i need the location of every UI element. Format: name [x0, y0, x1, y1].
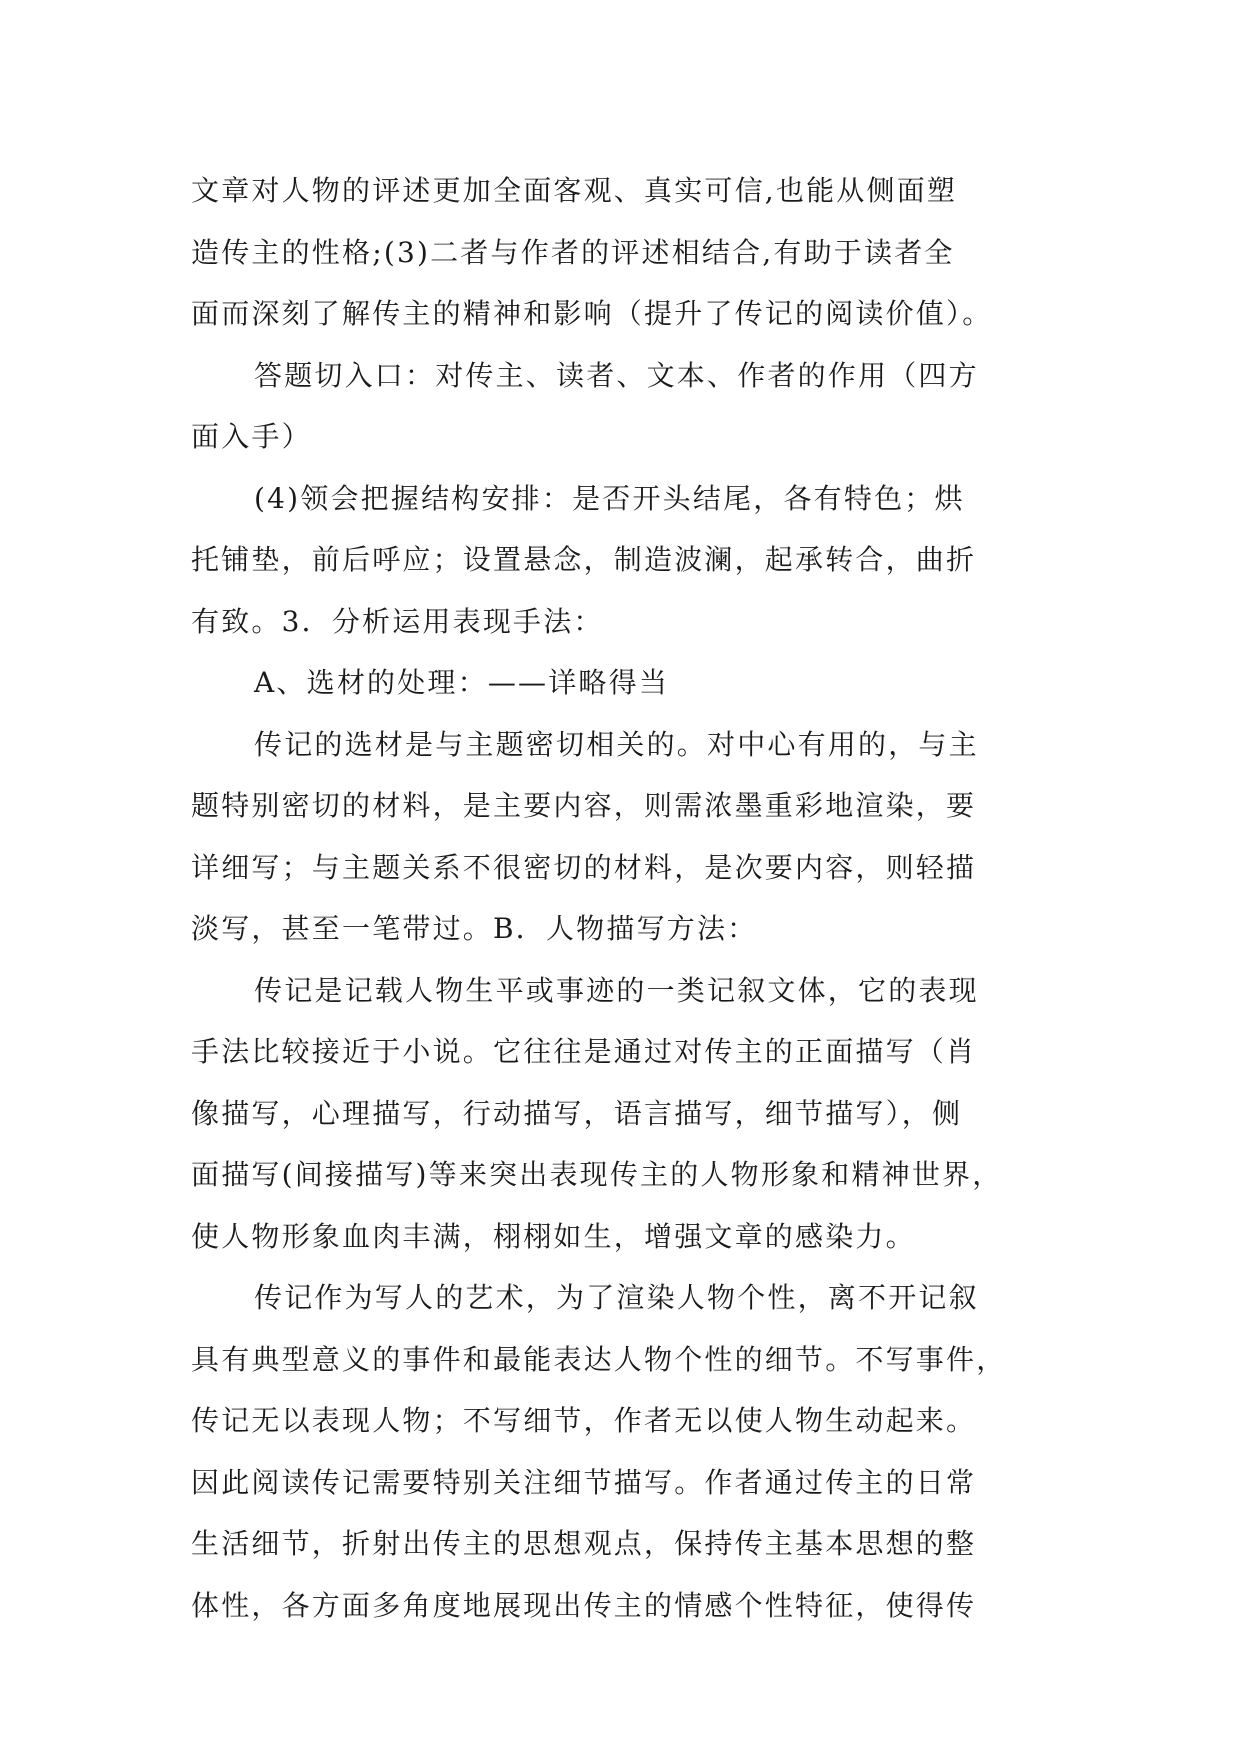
text-line: 具有典型意义的事件和最能表达人物个性的细节。不写事件， — [191, 1342, 1007, 1376]
text-line: 淡写，甚至一笔带过。B．人物描写方法： — [191, 912, 758, 945]
text-line: 传记无以表现人物；不写细节，作者无以使人物生动起来。 — [191, 1404, 977, 1437]
text-line: 托铺垫，前后呼应；设置悬念，制造波澜，起承转合，曲折 — [191, 543, 977, 576]
text-line: 答题切入口：对传主、读者、文本、作者的作用（四方 — [254, 358, 979, 392]
text-line: 有致。3．分析运用表现手法： — [191, 604, 604, 638]
text-line: 传记作为写人的艺术，为了渲染人物个性，离不开记叙 — [254, 1281, 979, 1314]
text-line: 传记的选材是与主题密切相关的。对中心有用的，与主 — [254, 727, 979, 761]
text-line: 像描写，心理描写，行动描写，语言描写，细节描写），侧 — [191, 1096, 963, 1130]
text-line: 题特别密切的材料，是主要内容，则需浓墨重彩地渲染，要 — [191, 789, 977, 822]
text-line: 因此阅读传记需要特别关注细节描写。作者通过传主的日常 — [191, 1465, 977, 1499]
text-line: 文章对人物的评述更加全面客观、真实可信,也能从侧面塑 — [191, 174, 958, 207]
text-line: 详细写；与主题关系不很密切的材料，是次要内容，则轻描 — [191, 850, 977, 884]
document-body — [191, 160, 1061, 1636]
text-line: (4)领会把握结构安排：是否开头结尾，各有特色；烘 — [254, 481, 965, 515]
text-line: 面描写(间接描写)等来突出表现传主的人物形象和精神世界， — [191, 1158, 1003, 1191]
text-line: 面入手） — [191, 420, 312, 453]
text-line: 体性，各方面多角度地展现出传主的情感个性特征，使得传 — [191, 1588, 977, 1622]
text-line: 生活细节，折射出传主的思想观点，保持传主基本思想的整 — [191, 1527, 977, 1560]
text-line: A、选材的处理：——详略得当 — [254, 666, 670, 699]
text-line: 面而深刻了解传主的精神和影响（提升了传记的阅读价值）。 — [191, 297, 993, 330]
text-line: 使人物形象血肉丰满，栩栩如生，增强文章的感染力。 — [191, 1219, 916, 1253]
text-line: 手法比较接近于小说。它往往是通过对传主的正面描写（肖 — [191, 1035, 977, 1068]
text-line: 造传主的性格;(3)二者与作者的评述相结合,有助于读者全 — [191, 235, 955, 269]
text-line: 传记是记载人物生平或事迹的一类记叙文体，它的表现 — [254, 973, 979, 1007]
